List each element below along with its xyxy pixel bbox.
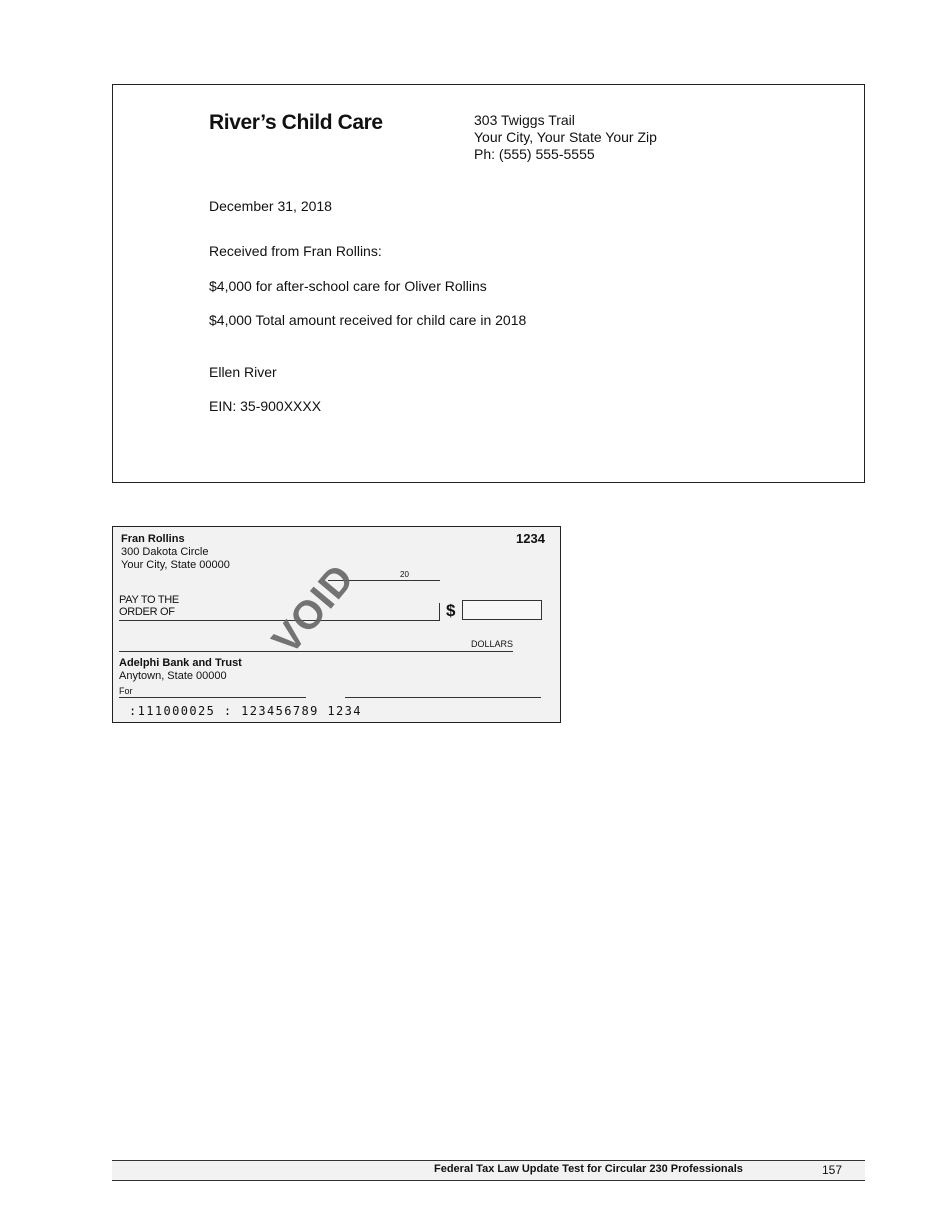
dollars-label: DOLLARS — [471, 639, 514, 649]
micr-line: :111000025 : 123456789 1234 — [129, 704, 362, 718]
address-street: 303 Twiggs Trail — [474, 112, 575, 128]
payer-street: 300 Dakota Circle — [121, 546, 209, 558]
address-phone: Ph: (555) 555-5555 — [474, 146, 595, 162]
dollar-sign: $ — [446, 601, 456, 620]
receipt-date: December 31, 2018 — [209, 198, 332, 214]
payee-line-end — [439, 603, 440, 621]
receipt-line-item: $4,000 for after-school care for Oliver Rollins — [209, 278, 487, 294]
page-number: 157 — [822, 1163, 843, 1177]
bank-name: Adelphi Bank and Trust — [119, 657, 242, 669]
memo-line — [119, 697, 306, 698]
payer-city: Your City, State 00000 — [121, 559, 230, 571]
address-city: Your City, Your State Your Zip — [474, 129, 657, 145]
memo-label: For — [119, 686, 133, 696]
page-footer — [112, 1160, 865, 1181]
business-name: River’s Child Care — [209, 111, 383, 134]
payer-name: Fran Rollins — [121, 533, 185, 545]
child-care-receipt — [112, 84, 865, 483]
amount-box — [462, 600, 542, 620]
bank-city: Anytown, State 00000 — [119, 670, 227, 682]
received-from: Received from Fran Rollins: — [209, 243, 382, 259]
business-address — [474, 112, 657, 163]
receipt-total: $4,000 Total amount received for child care in 2018 — [209, 312, 527, 328]
pay-to-label — [119, 594, 179, 618]
receipt-signer: Ellen River — [209, 364, 277, 380]
receipt-ein: EIN: 35-900XXXX — [209, 398, 322, 414]
pay-to-line2: ORDER OF — [119, 606, 175, 618]
signature-line — [345, 697, 541, 698]
date-label: 20 — [400, 570, 409, 579]
bank-check — [112, 526, 561, 723]
void-stamp: VOID — [263, 556, 364, 663]
footer-title: Federal Tax Law Update Test for Circular 230 Professionals — [434, 1163, 743, 1175]
dollars-line — [119, 651, 513, 652]
pay-to-line1: PAY TO THE — [119, 594, 179, 606]
check-number: 1234 — [516, 531, 545, 546]
